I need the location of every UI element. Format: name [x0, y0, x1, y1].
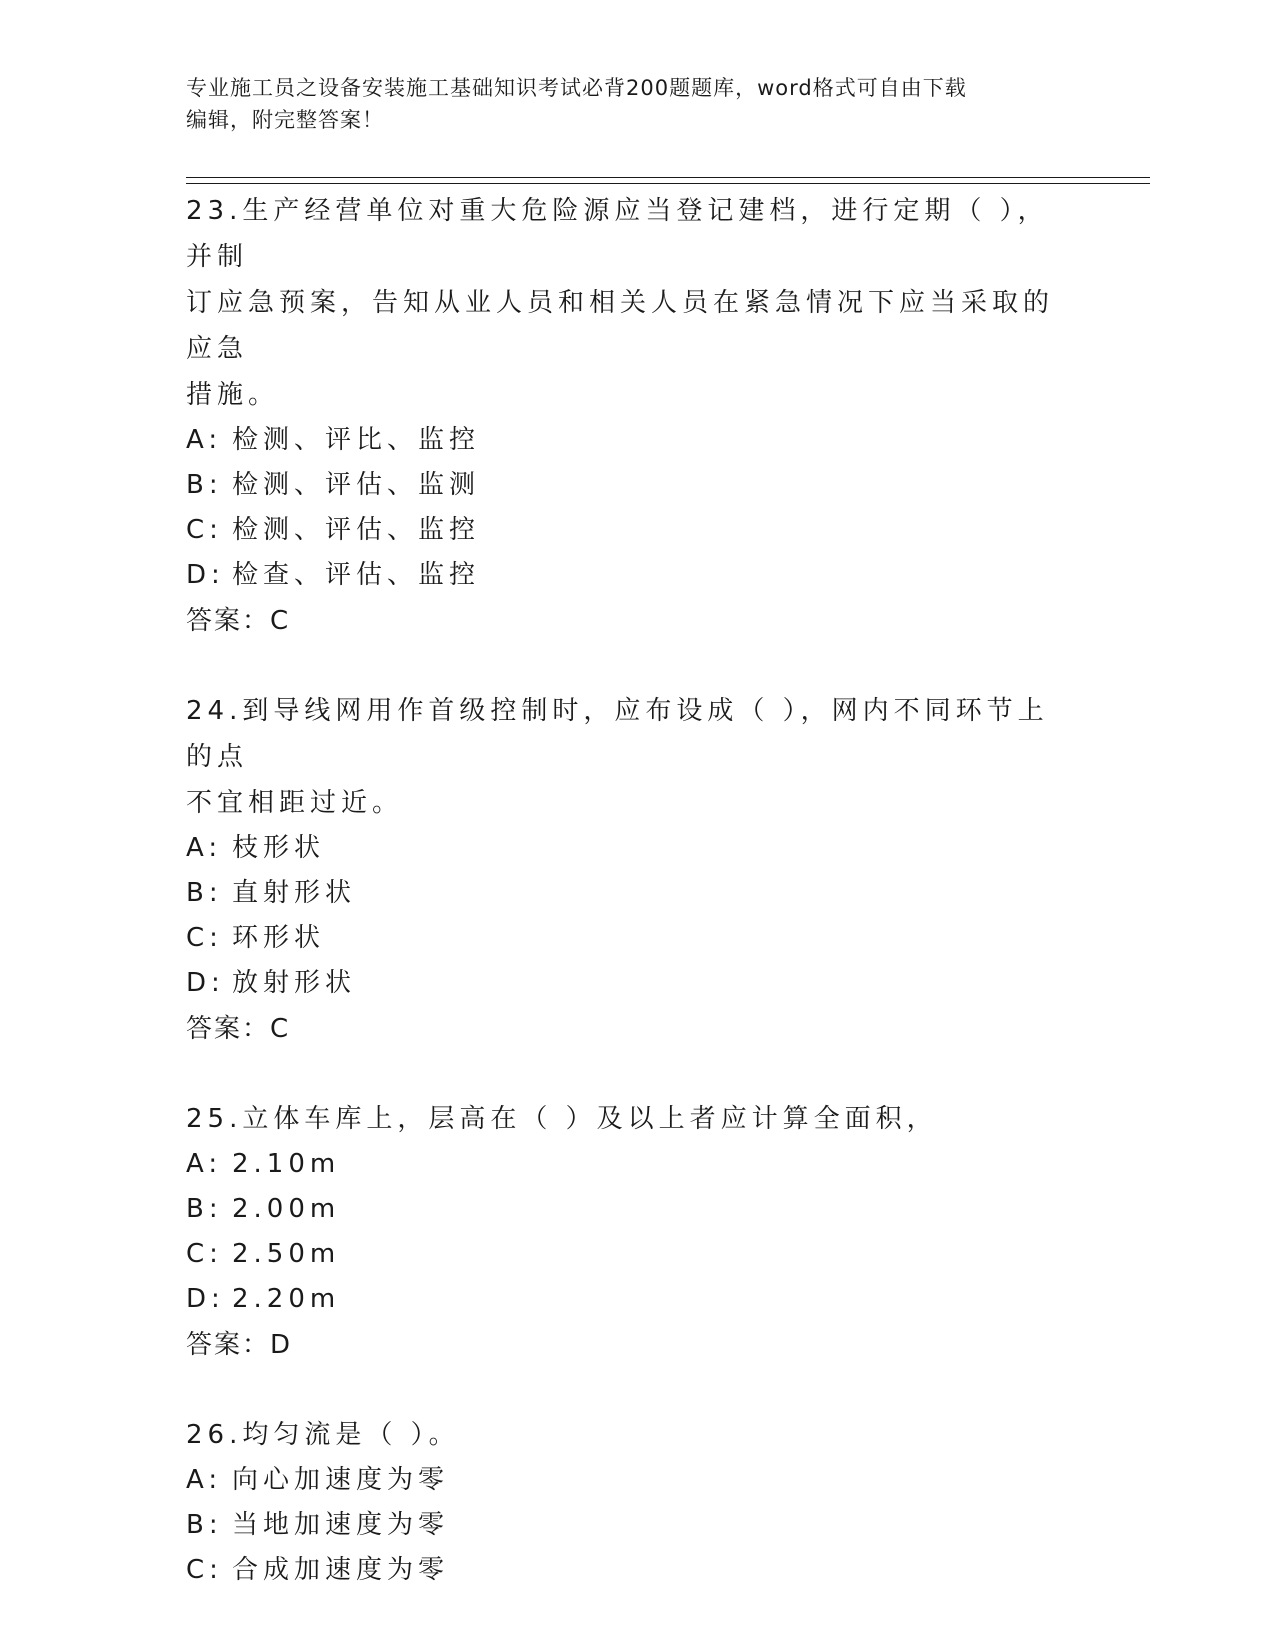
option-letter: C:: [186, 923, 223, 953]
option-letter: B:: [186, 1510, 223, 1540]
answer-line: 答案：C: [186, 606, 291, 636]
header-line-1: 专业施工员之设备安装施工基础知识考试必背200题题库，word格式可自由下载: [186, 76, 967, 100]
option-c: [186, 1232, 1066, 1277]
option-a: [186, 1458, 1066, 1503]
option-text: 合成加速度为零: [232, 1555, 450, 1585]
option-letter: D:: [186, 1284, 225, 1314]
option-letter: C:: [186, 1555, 223, 1585]
question-stem-line: 订应急预案，告知从业人员和相关人员在紧急情况下应当采取的应急: [186, 288, 1055, 364]
header-divider-bottom: [186, 183, 1150, 184]
question-stem-line: 不宜相距过近。: [186, 788, 404, 818]
option-c: [186, 916, 1066, 961]
option-b: [186, 463, 1066, 508]
question-stem-line: 措施。: [186, 380, 280, 410]
option-letter: A:: [186, 833, 223, 863]
option-letter: A:: [186, 1149, 223, 1179]
option-letter: D:: [186, 968, 225, 998]
header-divider-top: [186, 177, 1150, 178]
question-25: [186, 1096, 1066, 1368]
option-text: 枝形状: [232, 833, 326, 863]
option-a: [186, 826, 1066, 871]
option-text: 检查、评估、监控: [232, 560, 481, 590]
option-text: 2.20m: [232, 1284, 341, 1314]
question-stem-line: 24.到导线网用作首级控制时，应布设成（ ），网内不同环节上的点: [186, 696, 1049, 772]
question-23: [186, 188, 1066, 644]
option-text: 检测、评估、监测: [232, 470, 481, 500]
option-b: [186, 1187, 1066, 1232]
question-stem-line: 26.均匀流是（ ）。: [186, 1420, 460, 1450]
option-letter: B:: [186, 1194, 223, 1224]
answer-line: 答案：C: [186, 1014, 291, 1044]
option-letter: C:: [186, 515, 223, 545]
option-c: [186, 508, 1066, 553]
option-letter: C:: [186, 1239, 223, 1269]
option-text: 检测、评估、监控: [232, 515, 481, 545]
option-d: [186, 553, 1066, 598]
option-d: [186, 1277, 1066, 1322]
option-text: 当地加速度为零: [232, 1510, 450, 1540]
document-header: [186, 72, 1066, 136]
option-b: [186, 1503, 1066, 1548]
option-letter: A:: [186, 425, 223, 455]
option-text: 2.10m: [232, 1149, 341, 1179]
option-a: [186, 418, 1066, 463]
option-c: [186, 1548, 1066, 1593]
answer-line: 答案：D: [186, 1330, 293, 1360]
option-text: 2.00m: [232, 1194, 341, 1224]
option-letter: D:: [186, 560, 225, 590]
option-a: [186, 1142, 1066, 1187]
option-letter: B:: [186, 470, 223, 500]
option-d: [186, 961, 1066, 1006]
option-letter: A:: [186, 1465, 223, 1495]
header-line-2: 编辑，附完整答案！: [186, 108, 384, 132]
option-text: 向心加速度为零: [232, 1465, 450, 1495]
question-26: [186, 1412, 1066, 1593]
option-text: 检测、评比、监控: [232, 425, 481, 455]
option-text: 2.50m: [232, 1239, 341, 1269]
question-list: [186, 188, 1066, 1637]
option-b: [186, 871, 1066, 916]
option-text: 放射形状: [232, 968, 357, 998]
option-letter: B:: [186, 878, 223, 908]
question-24: [186, 688, 1066, 1052]
option-text: 环形状: [232, 923, 326, 953]
question-stem-line: 25.立体车库上，层高在（ ）及以上者应计算全面积，: [186, 1104, 938, 1134]
question-stem-line: 23.生产经营单位对重大危险源应当登记建档，进行定期（ ），并制: [186, 196, 1049, 272]
option-text: 直射形状: [232, 878, 357, 908]
